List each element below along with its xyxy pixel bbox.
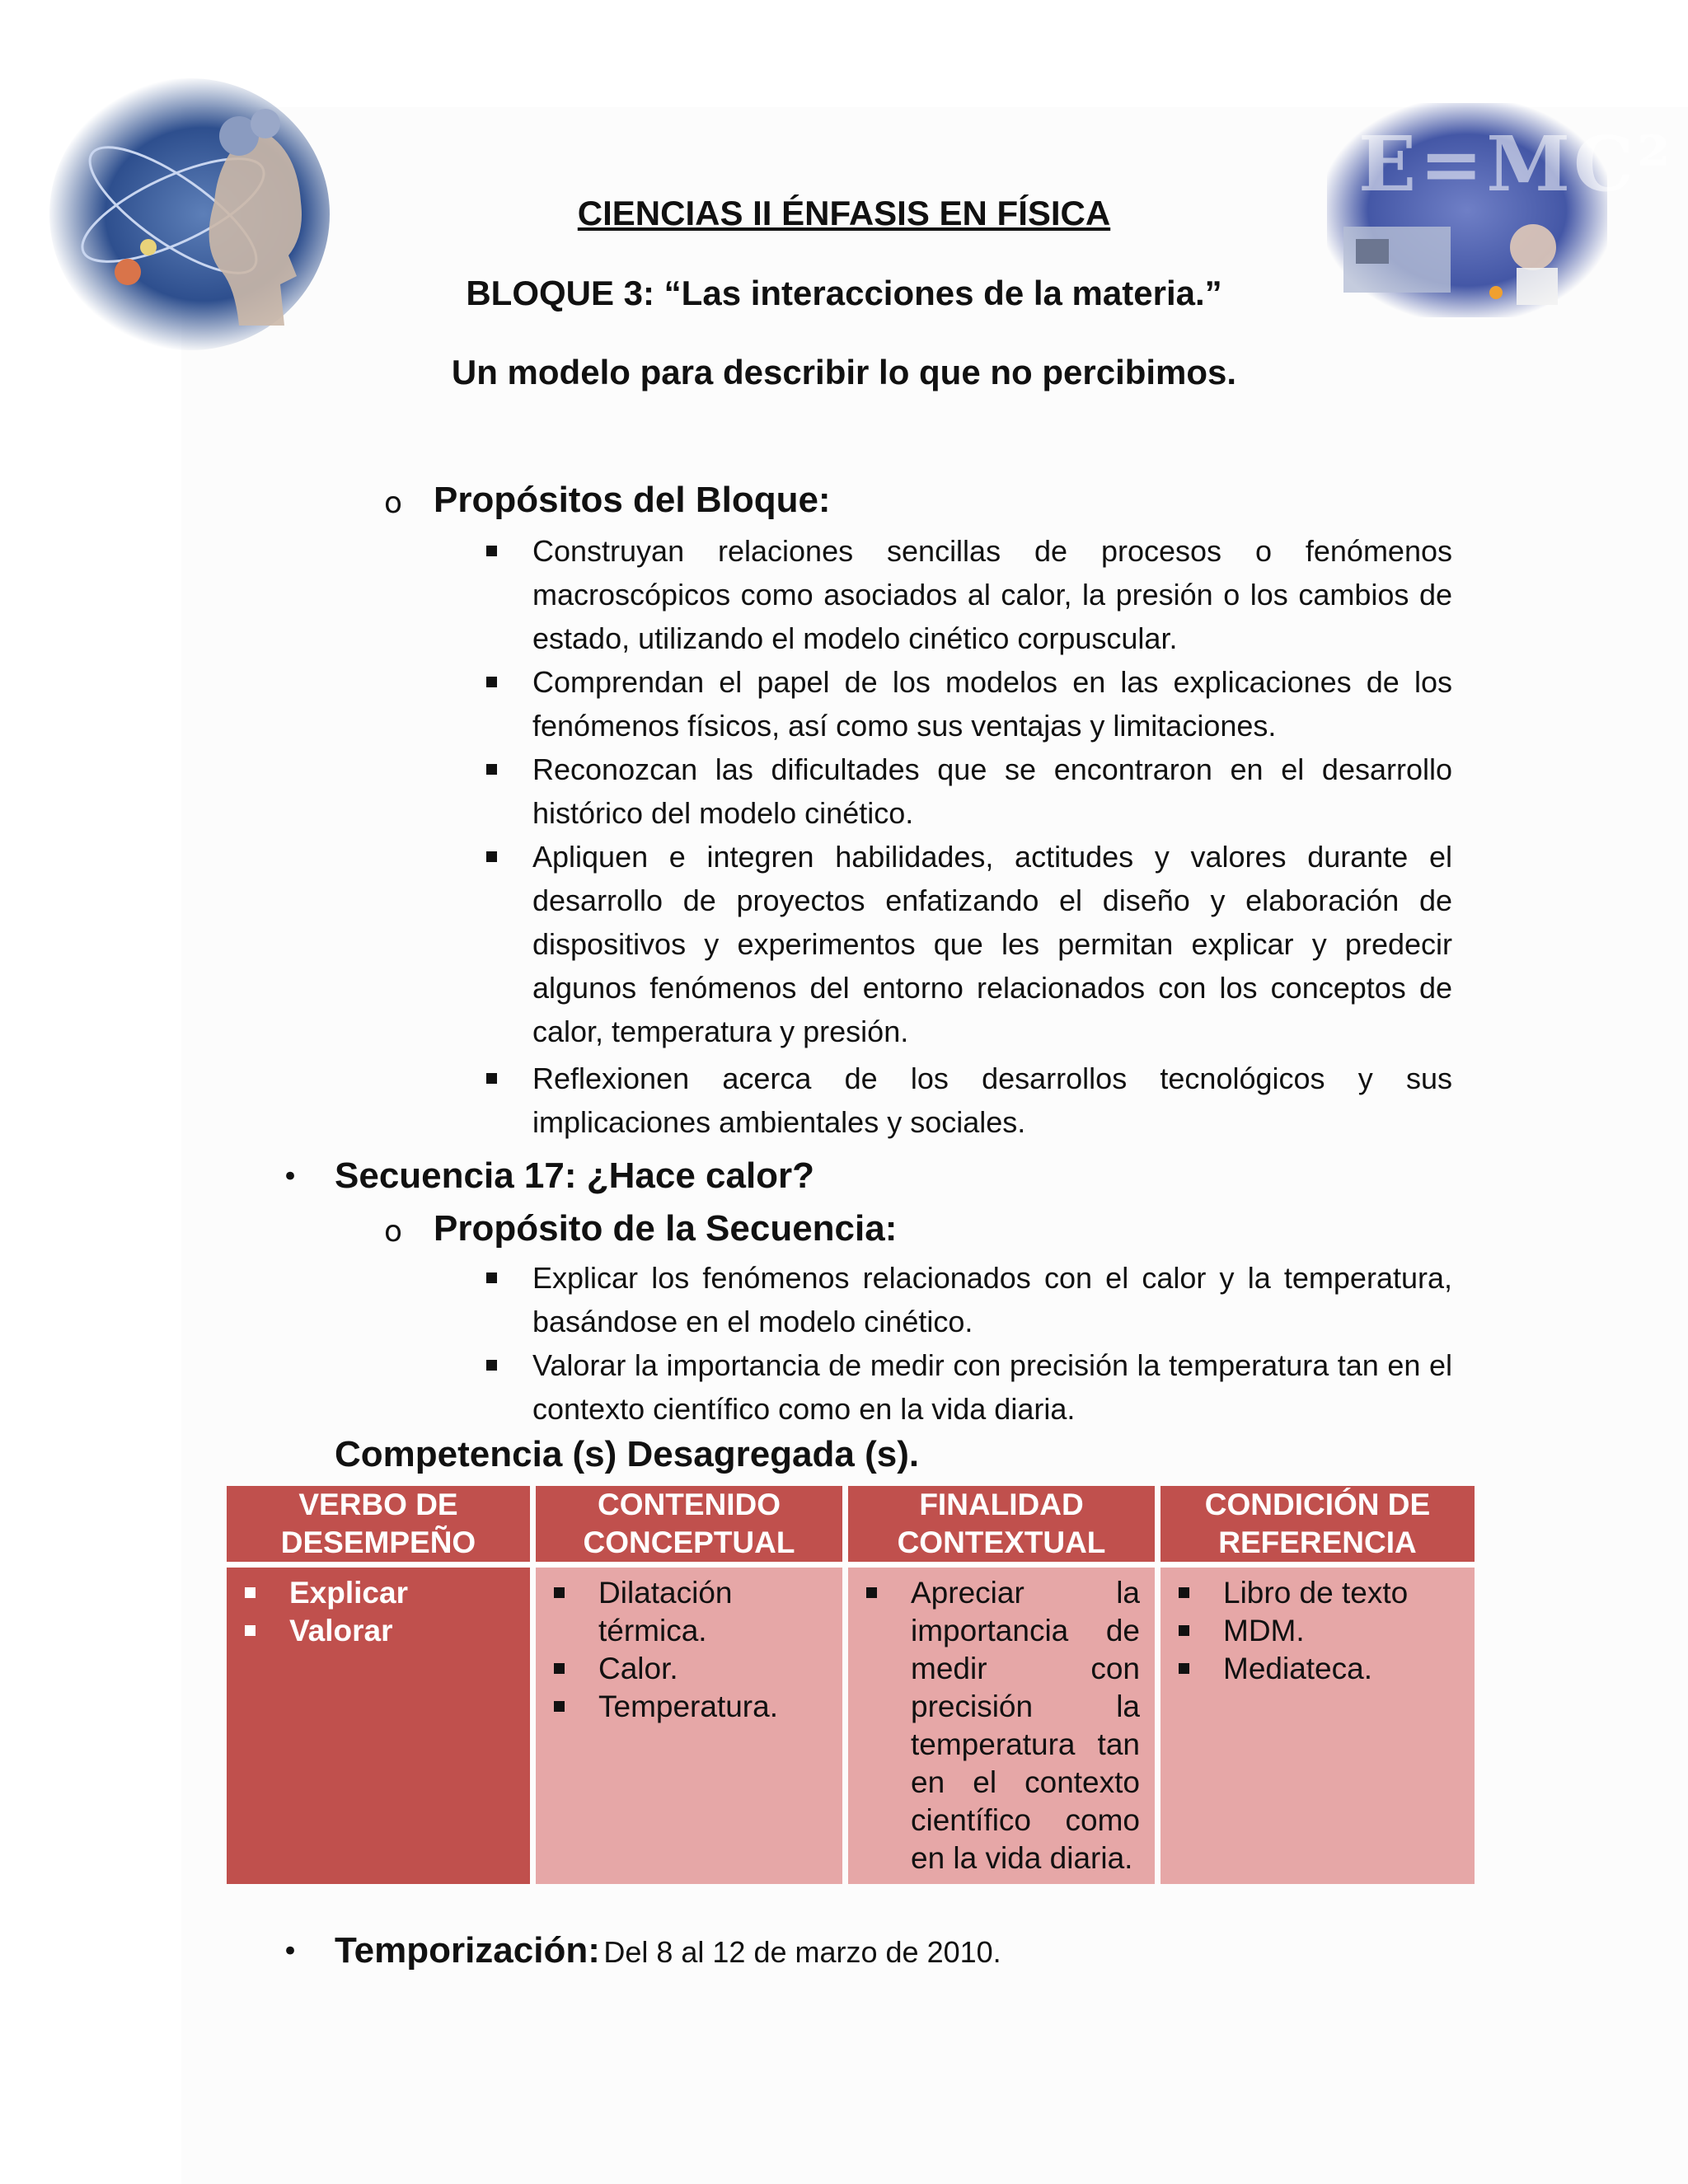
cell-finalidad: [848, 1568, 1155, 1884]
list-item: Reflexionen acerca de los desarrollos tecnológicos y sus implicaciones ambientales y sociales.: [478, 1057, 1452, 1144]
header-verbo: VERBO DE DESEMPEÑO: [227, 1486, 530, 1568]
square-bullet-icon: [1179, 1663, 1189, 1674]
header-contenido: CONTENIDO CONCEPTUAL: [536, 1486, 842, 1568]
table-row: [227, 1568, 1475, 1884]
list-item: Libro de texto: [1175, 1574, 1460, 1612]
list-item: Comprendan el papel de los modelos en las explicaciones de los fenómenos físicos, así como sus ventajas y limitaciones.: [478, 660, 1452, 748]
square-bullet-icon: [554, 1663, 565, 1674]
subtitle: Un modelo para describir lo que no percibimos.: [451, 353, 1237, 391]
square-bullet-icon: [486, 1360, 497, 1371]
list-item: Valorar la importancia de medir con precisión la temperatura tan en el contexto científico como en la vida diaria.: [478, 1343, 1452, 1431]
square-bullet-icon: [554, 1587, 565, 1598]
list-item: Construyan relaciones sencillas de procesos o fenómenos macroscópicos como asociados al calor, la presión o los cambios de estado, utilizando el modelo cinético corpuscular.: [478, 529, 1452, 660]
square-bullet-icon: [245, 1587, 256, 1598]
cell-contenido: [536, 1568, 842, 1884]
list-item: Dilatación térmica.: [551, 1574, 828, 1650]
square-bullet-icon: [486, 546, 497, 556]
heading-text: Secuencia 17: ¿Hace calor?: [335, 1155, 815, 1196]
square-bullet-icon: [1179, 1625, 1189, 1636]
propositos-bloque-list: [478, 529, 1452, 1144]
list-item: Apreciar la importancia de medir con precisión la temperatura tan en el contexto científico como en la vida diaria.: [863, 1574, 1140, 1877]
square-bullet-icon: [245, 1625, 256, 1636]
list-item: Explicar los fenómenos relacionados con el calor y la temperatura, basándose en el modelo cinético.: [478, 1256, 1452, 1343]
header-condicion: CONDICIÓN DE REFERENCIA: [1160, 1486, 1475, 1568]
competencia-table: [221, 1486, 1480, 1884]
square-bullet-icon: [486, 677, 497, 687]
square-bullet-icon: [486, 851, 497, 862]
temporizacion-text: [335, 1930, 1001, 1971]
list-item: MDM.: [1175, 1612, 1460, 1650]
proposito-secuencia-list: [478, 1256, 1452, 1431]
page-title: CIENCIAS II ÉNFASIS EN FÍSICA: [577, 194, 1111, 232]
emc2-text: E=MC²: [1358, 120, 1674, 209]
cell-condicion: [1160, 1568, 1475, 1884]
table-header-row: [227, 1486, 1475, 1568]
cell-verbo: [227, 1568, 530, 1884]
list-item: Apliquen e integren habilidades, actitudes y valores durante el desarrollo de proyectos enfatizando el diseño y elaboración de dispositivos y experimentos que les permitan explicar y predecir algunos fenómenos del entorno relacionados con los conceptos de calor, temperatura y presión.: [478, 835, 1452, 1053]
competencia-heading: Competencia (s) Desagregada (s).: [335, 1434, 920, 1474]
temporizacion-label: Temporización:: [335, 1930, 600, 1971]
list-item: Reconozcan las dificultades que se encontraron en el desarrollo histórico del modelo cinético.: [478, 748, 1452, 835]
temporizacion-value: Del 8 al 12 de marzo de 2010.: [603, 1935, 1001, 1969]
square-bullet-icon: [486, 764, 497, 775]
square-bullet-icon: [486, 1272, 497, 1283]
list-item: Temperatura.: [551, 1688, 828, 1726]
square-bullet-icon: [1179, 1587, 1189, 1598]
list-item: Valorar: [241, 1612, 515, 1650]
disc-bullet-icon: •: [282, 1935, 299, 1968]
list-item: Calor.: [551, 1650, 828, 1688]
circle-bullet-icon: o: [384, 486, 403, 520]
square-bullet-icon: [554, 1701, 565, 1712]
square-bullet-icon: [866, 1587, 877, 1598]
bloque-title: BLOQUE 3: “Las interacciones de la materia.”: [466, 274, 1222, 312]
square-bullet-icon: [486, 1073, 497, 1084]
header-finalidad: FINALIDAD CONTEXTUAL: [848, 1486, 1155, 1568]
heading-text: Propósitos del Bloque:: [434, 480, 831, 520]
circle-bullet-icon: o: [384, 1215, 403, 1249]
list-item: Mediateca.: [1175, 1650, 1460, 1688]
heading-text: Propósito de la Secuencia:: [434, 1208, 898, 1249]
disc-bullet-icon: •: [282, 1160, 299, 1193]
list-item: Explicar: [241, 1574, 515, 1612]
